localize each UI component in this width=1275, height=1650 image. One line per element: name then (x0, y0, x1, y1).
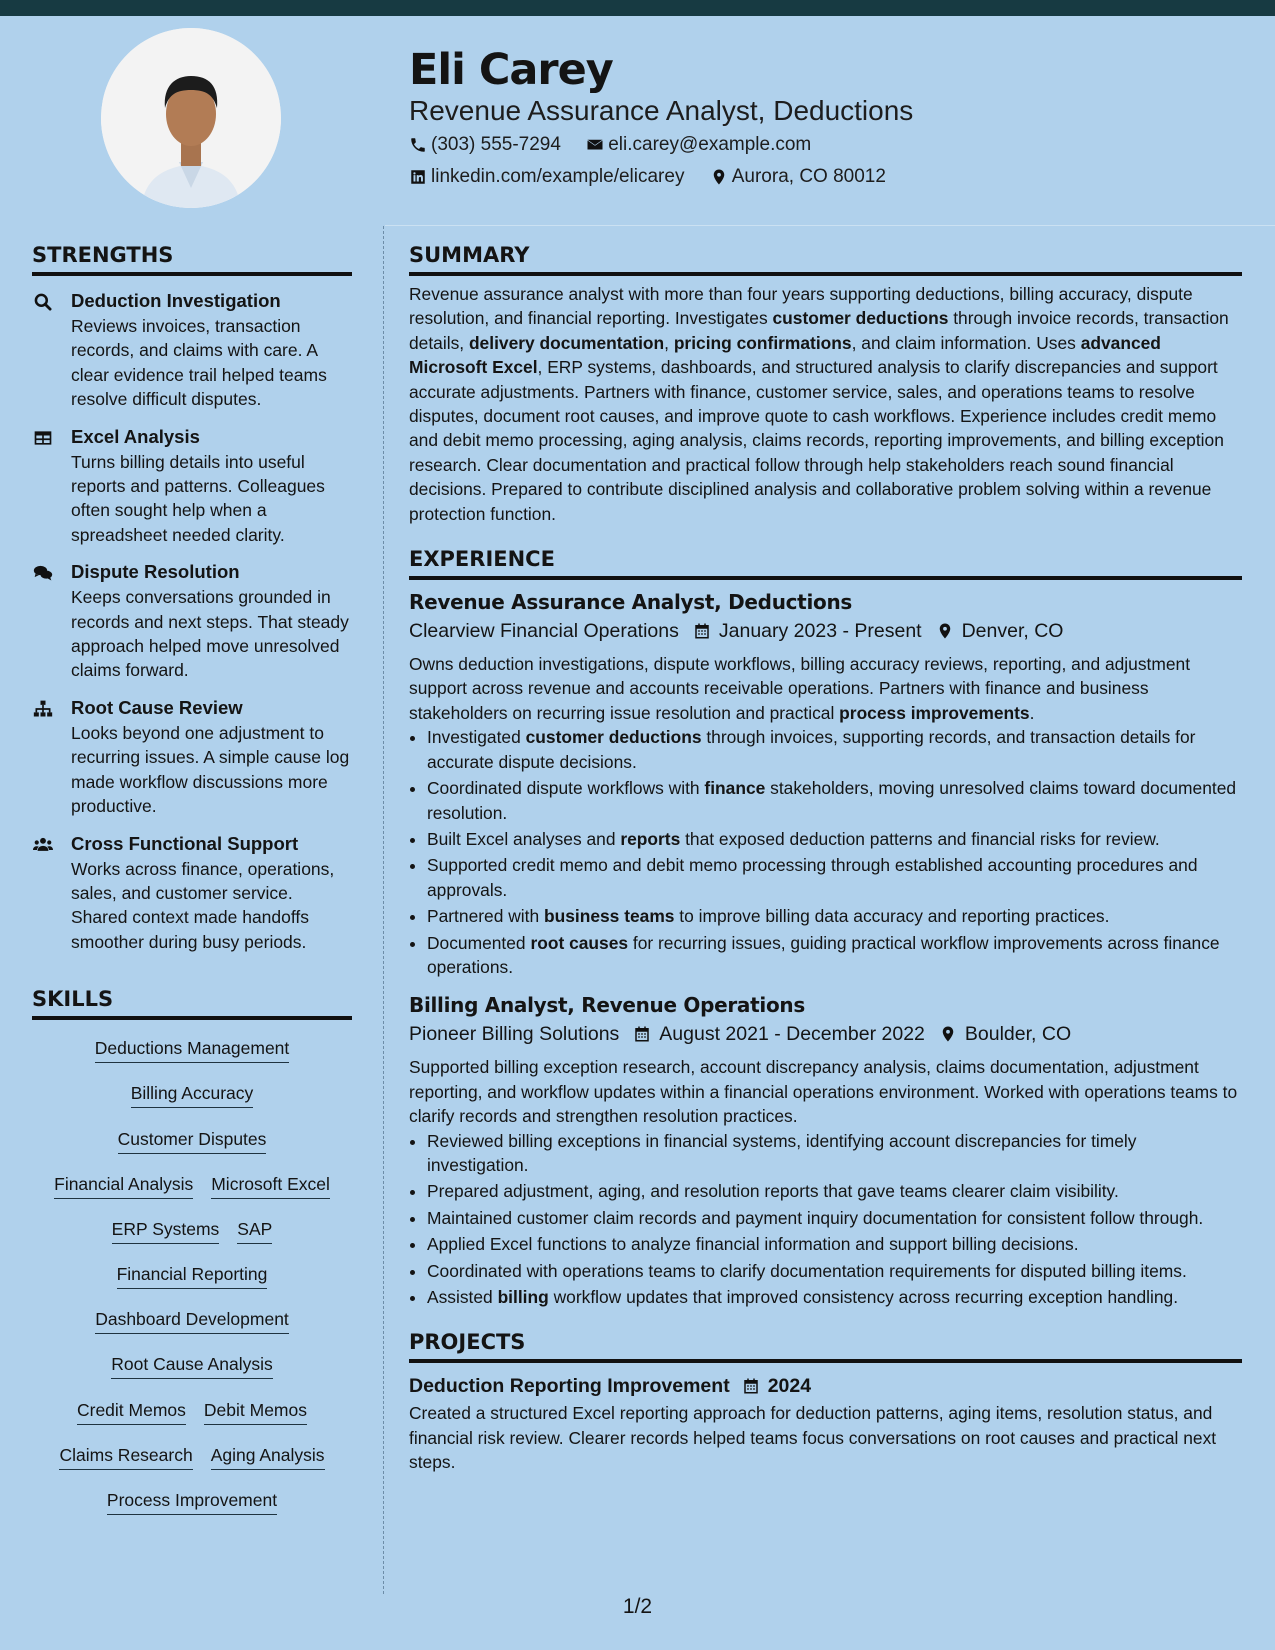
bold-text: reports (620, 828, 681, 849)
text-run: for recurring issues, guiding practical workflow improvements across finance operations. (427, 932, 1220, 977)
bullet-item (427, 1259, 1242, 1283)
page-number: 1/2 (622, 1595, 653, 1618)
text-run: Partnered with (427, 906, 544, 927)
bullet-item (427, 904, 1242, 928)
text-run: Investigated (427, 727, 526, 748)
linkedin-text: linkedin.com/example/elicarey (431, 166, 685, 187)
skill-tag: Process Improvement (107, 1486, 277, 1515)
table-icon (32, 428, 54, 448)
strength-title: Deduction Investigation (71, 290, 281, 311)
sitemap-icon (32, 699, 54, 719)
skill-row (32, 1441, 352, 1486)
bullet-item (427, 725, 1242, 774)
map-marker-icon (936, 622, 954, 640)
project-title-row (409, 1371, 1242, 1401)
text-run: Coordinated dispute workflows with (427, 778, 705, 799)
job-company: Clearview Financial Operations (409, 620, 679, 643)
skill-row (32, 1486, 352, 1531)
project-entry (409, 1371, 1242, 1474)
text-run: , and claim information. Uses (851, 332, 1081, 353)
contact-row-2 (409, 166, 906, 192)
bullet-item (427, 853, 1242, 902)
skill-row (32, 1350, 352, 1395)
bullet-item (427, 1179, 1242, 1203)
text-run: through invoice records, transaction details, (409, 308, 1229, 353)
strength-item (32, 288, 352, 412)
bold-text: delivery documentation (468, 332, 665, 353)
strength-title: Excel Analysis (71, 425, 200, 447)
map-marker-icon (939, 1025, 957, 1043)
job-entry (409, 991, 1242, 1309)
job-meta (409, 1019, 1242, 1049)
skill-tag: Microsoft Excel (211, 1170, 330, 1199)
project-year: 2024 (767, 1375, 812, 1398)
bold-text: advanced Microsoft Excel (409, 332, 1161, 378)
text-run: that exposed deduction patterns and financial risks for review. (680, 828, 1160, 849)
summary-heading: SUMMARY (409, 238, 1242, 276)
bold-text: process improvements (839, 702, 1030, 723)
candidate-name: Eli Carey (409, 45, 613, 95)
text-run: Owns deduction investigations, dispute workflows, billing accuracy reviews, reporting, and adjustment support across revenue and accounts receivable operations. Partners with finance and business stakeholders on recurring issue resolution and practical (409, 654, 1191, 723)
calendar-icon (742, 1377, 760, 1395)
skill-tag: Dashboard Development (95, 1305, 289, 1334)
skill-row (32, 1079, 352, 1124)
strength-item (32, 831, 352, 955)
text-run: Revenue assurance analyst with more than four years supporting deductions, billing accuracy, dispute resolution, and financial reporting. Investigates (409, 284, 1193, 329)
job-meta (409, 616, 1242, 646)
text-run: . (1029, 702, 1035, 723)
strength-title: Root Cause Review (71, 696, 243, 718)
top-accent-bar (0, 0, 1275, 16)
phone-text: (303) 555-7294 (431, 134, 561, 155)
projects-heading: PROJECTS (409, 1325, 1242, 1363)
strength-title: Dispute Resolution (71, 561, 240, 583)
strength-desc: Turns billing details into useful reports and patterns. Colleagues often sought help when a spreadsheet needed clarity. (71, 451, 325, 545)
strength-desc: Looks beyond one adjustment to recurring issues. A simple cause log made workflow discussions more productive. (71, 722, 350, 817)
strength-desc: Keeps conversations grounded in records and next steps. That steady approach helped move unresolved claims forward. (71, 587, 349, 681)
bullet-item (427, 1129, 1242, 1178)
phone-icon (409, 136, 427, 154)
bullet-item (427, 1206, 1242, 1230)
bold-text: customer deductions (525, 727, 702, 748)
bold-text: finance (704, 778, 766, 799)
job-title: Revenue Assurance Analyst, Deductions (409, 590, 852, 615)
summary-text (409, 282, 1242, 526)
text-run: to improve billing data accuracy and reporting practices. (674, 906, 1110, 927)
contact-linkedin[interactable] (409, 166, 684, 188)
skill-tag: Claims Research (59, 1441, 192, 1470)
candidate-headline: Revenue Assurance Analyst, Deductions (409, 95, 914, 126)
skill-tag: Billing Accuracy (131, 1079, 254, 1108)
job-location: Denver, CO (961, 620, 1064, 643)
column-divider (383, 226, 384, 1594)
strength-desc: Works across finance, operations, sales, and customer service. Shared context made handoffs smoother during busy periods. (71, 858, 335, 952)
bullet-item (427, 931, 1242, 980)
bullet-item (427, 1285, 1242, 1309)
header-rule (385, 225, 1275, 226)
skill-tag: Debit Memos (204, 1396, 307, 1425)
text-run: Built Excel analyses and (427, 828, 621, 849)
email-text: eli.carey@example.com (608, 134, 812, 155)
text-run: Supported billing exception research, account discrepancy analysis, claims documentation, adjustment reporting, and workflow updates within a financial operations environment. Worked with operations teams to clarify records and strengthen resolution practices. (409, 1057, 1238, 1127)
job-title: Billing Analyst, Revenue Operations (409, 993, 805, 1018)
job-dates: January 2023 - Present (718, 620, 922, 643)
contact-row-1 (409, 134, 831, 160)
skill-row (32, 1170, 352, 1215)
skill-row (32, 1305, 352, 1350)
skill-row (32, 1125, 352, 1170)
right-column (409, 238, 1242, 1475)
contact-phone[interactable] (409, 134, 561, 156)
experience-heading: EXPERIENCE (409, 542, 1242, 580)
comments-icon (32, 563, 54, 583)
text-run: Maintained customer claim records and payment inquiry documentation for consistent follow through. (427, 1207, 1204, 1228)
text-run: Assisted (427, 1287, 498, 1307)
location-text: Aurora, CO 80012 (731, 166, 886, 187)
job-company: Pioneer Billing Solutions (409, 1023, 620, 1046)
job-entry (409, 588, 1242, 979)
envelope-icon (586, 136, 604, 154)
text-run: , ERP systems, dashboards, and structured analysis to clarify discrepancies and support accurate adjustments. Partners with finance, customer service, sales, and operations teams to resolve disputes, document root causes, and improve quote to cash workflows. Experience includes credit memo and debit memo processing, aging analysis, claims records, reporting improvements, and billing exception research. Clear documentation and practical follow through help stakeholders reach sound financial decisions. Prepared to contribute disciplined analysis and collaborative problem solving within a revenue protection function. (409, 357, 1224, 524)
calendar-icon (633, 1025, 651, 1043)
project-description: Created a structured Excel reporting approach for deduction patterns, aging items, resolution status, and financial risk review. Clearer records helped teams focus conversations on root causes and practical next steps. (409, 1403, 1217, 1473)
search-icon (32, 292, 54, 312)
bold-text: pricing confirmations (673, 332, 852, 353)
linkedin-icon (409, 168, 427, 186)
skill-tag: Aging Analysis (211, 1441, 325, 1470)
skills-heading: SKILLS (32, 982, 352, 1020)
text-run: stakeholders, moving unresolved claims toward documented resolution. (427, 778, 1237, 823)
text-run: , (664, 332, 674, 353)
strength-item (32, 559, 352, 683)
job-bullets (409, 725, 1242, 979)
users-icon (32, 835, 54, 855)
profile-photo (101, 28, 281, 208)
bold-text: business teams (543, 906, 675, 927)
skill-row (32, 1260, 352, 1305)
bullet-item (427, 1232, 1242, 1256)
left-column (32, 238, 352, 1531)
skill-row (32, 1396, 352, 1441)
skill-tag: Credit Memos (77, 1396, 186, 1425)
skills-section (32, 982, 352, 1531)
skills-list (32, 1034, 352, 1531)
bold-text: root causes (530, 932, 629, 953)
skill-tag: Root Cause Analysis (111, 1350, 272, 1379)
bullet-item (427, 776, 1242, 825)
contact-location (710, 166, 886, 188)
skill-row (32, 1034, 352, 1079)
text-run: workflow updates that improved consistency across recurring exception handling. (548, 1287, 1179, 1307)
skill-tag: ERP Systems (112, 1215, 220, 1244)
strength-item (32, 695, 352, 819)
map-marker-icon (710, 168, 728, 186)
strength-item (32, 424, 352, 548)
text-run: Supported credit memo and debit memo processing through established accounting procedures and approvals. (427, 855, 1198, 900)
text-run: Applied Excel functions to analyze financial information and support billing decisions. (427, 1234, 1079, 1255)
contact-email[interactable] (586, 134, 811, 156)
text-run: Prepared adjustment, aging, and resolution reports that gave teams clearer claim visibility. (427, 1181, 1119, 1202)
skill-tag: Customer Disputes (118, 1125, 267, 1154)
skill-tag: SAP (237, 1215, 272, 1244)
strengths-list (32, 288, 352, 954)
calendar-icon (693, 622, 711, 640)
text-run: through invoices, supporting records, and transaction details for accurate dispute decisions. (427, 727, 1196, 772)
bullet-item (427, 827, 1242, 851)
job-dates: August 2021 - December 2022 (659, 1023, 925, 1046)
strength-title: Cross Functional Support (71, 832, 299, 854)
bold-text: customer deductions (772, 308, 949, 329)
skill-tag: Financial Reporting (117, 1260, 268, 1289)
text-run: Documented (427, 932, 531, 953)
text-run: Coordinated with operations teams to clarify documentation requirements for disputed billing items. (427, 1260, 1187, 1281)
skill-tag: Financial Analysis (54, 1170, 193, 1199)
strengths-heading: STRENGTHS (32, 238, 352, 276)
skill-tag: Deductions Management (95, 1034, 290, 1063)
job-location: Boulder, CO (964, 1023, 1072, 1046)
text-run: Reviewed billing exceptions in financial systems, identifying account discrepancies for timely investigation. (427, 1130, 1137, 1175)
job-description (409, 1055, 1242, 1128)
job-bullets (409, 1129, 1242, 1310)
project-title: Deduction Reporting Improvement (409, 1375, 730, 1398)
skill-row (32, 1215, 352, 1260)
job-description (409, 652, 1242, 725)
strength-desc: Reviews invoices, transaction records, and claims with care. A clear evidence trail helped teams resolve difficult disputes. (71, 316, 327, 410)
bold-text: billing (497, 1287, 549, 1307)
